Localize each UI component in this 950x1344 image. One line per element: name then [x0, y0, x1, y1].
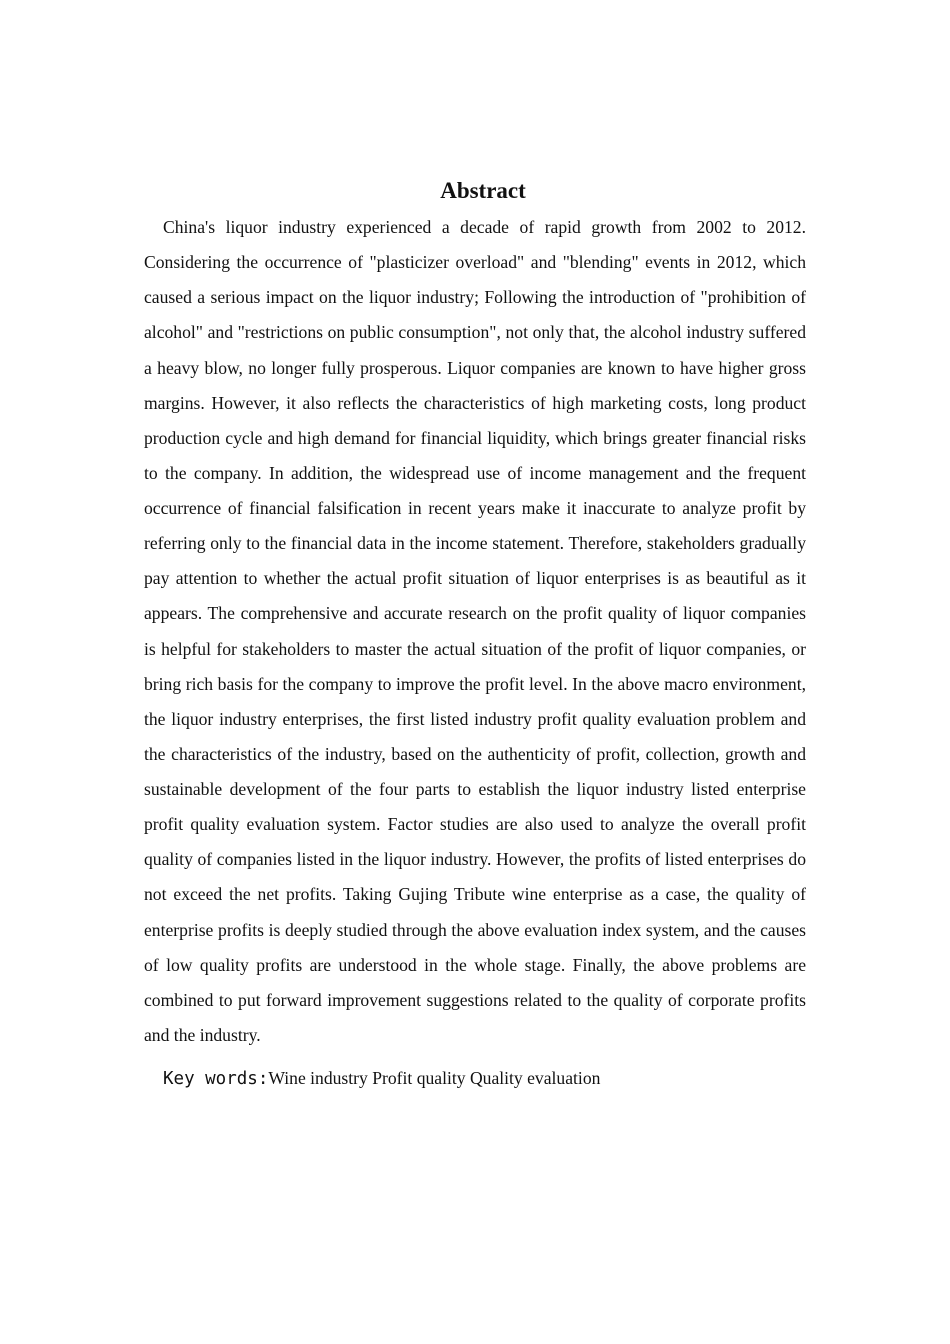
- keywords-line: [163, 1061, 806, 1097]
- keywords-values: Wine industry Profit quality Quality evaluation: [268, 1068, 601, 1088]
- abstract-body: China's liquor industry experienced a decade of rapid growth from 2002 to 2012. Considering the occurrence of "plasticizer overload" and "blending" events in 2012, which caused a serious impact on the liquor industry; Following the introduction of "prohibition of alcohol" and "restrictions on public consumption", not only that, the alcohol industry suffered a heavy blow, no longer fully prosperous. Liquor companies are known to have higher gross margins. However, it also reflects the characteristics of high marketing costs, long product production cycle and high demand for financial liquidity, which brings greater financial risks to the company. In addition, the widespread use of income management and the frequent occurrence of financial falsification in recent years make it inaccurate to analyze profit by referring only to the financial data in the income statement. Therefore, stakeholders gradually pay attention to whether the actual profit situation of liquor enterprises is as beautiful as it appears. The comprehensive and accurate research on the profit quality of liquor companies is helpful for stakeholders to master the actual situation of the profit of liquor companies, or bring rich basis for the company to improve the profit level. In the above macro environment, the liquor industry enterprises, the first listed industry profit quality evaluation problem and the characteristics of the industry, based on the authenticity of profit, collection, growth and sustainable development of the four parts to establish the liquor industry listed enterprise profit quality evaluation system. Factor studies are also used to analyze the overall profit quality of companies listed in the liquor industry. However, the profits of listed enterprises do not exceed the net profits. Taking Gujing Tribute wine enterprise as a case, the quality of enterprise profits is deeply studied through the above evaluation index system, and the causes of low quality profits are understood in the whole stage. Finally, the above problems are combined to put forward improvement suggestions related to the quality of corporate profits and the industry.: [144, 217, 806, 1045]
- keywords-label: Key words:: [163, 1069, 269, 1089]
- abstract-section: [144, 172, 806, 1097]
- abstract-title: Abstract: [440, 178, 526, 203]
